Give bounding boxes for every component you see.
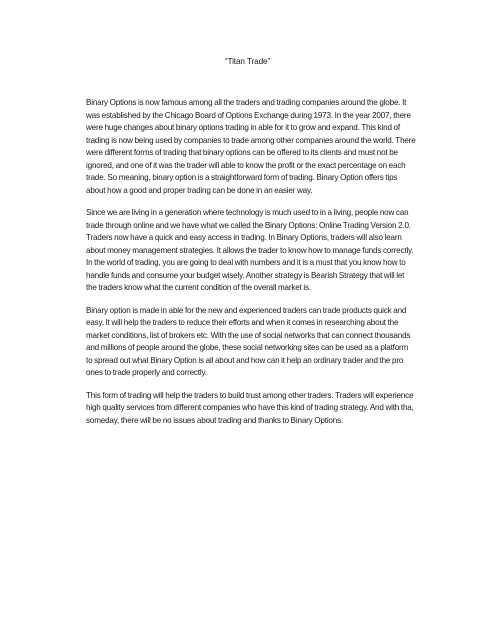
paragraph: Binary option is made in able for the new and experienced traders can trade products quick and easy. It will help the traders to reduce their efforts and when it comes in researching about the market conditions, list of brokers etc. With the use of social networks that can connect thousands and millions of people around the globe, these social networking sites can be used as a platform to spread out what Binary Option is all about and how can it help an ordinary trader and the pro ones to trade properly and correctly.	[86, 305, 411, 377]
document-body	[86, 97, 416, 437]
paragraph: This form of trading will help the traders to build trust among other traders. Traders will experience high quality services from different companies who have this kind of trading strategy. And with tha, someday, there will be no issues about trading and thanks to Binary Options.	[86, 390, 414, 425]
paragraph: Since we are living in a generation where technology is much used to in a living, people now can trade through online and we have what we called the Binary Options: Online Trading Version 2.0. Traders now have a quick and easy access in trading. In Binary Options, traders will also learn about money management strategies. It allows the trader to know how to manage funds correctly. In the world of trading, you are going to deal with numbers and it is a must that you know how to handle funds and consume your budget wisely. Another strategy is Bearish Strategy that will let the traders know what the current condition of the overall market is.	[86, 208, 414, 292]
document-title: “Titan Trade”	[224, 57, 271, 66]
paragraph: Binary Options is now famous among all the traders and trading companies around the globe. It was established by the Chicago Board of Options Exchange during 1973. In the year 2007, there were huge changes about binary options trading in able for it to grow and expand. This kind of trading is now being used by companies to trade among other companies around the world. There were different forms of trading that binary options can be offered to its clients and must not be ignored, and one of it was the trader will able to know the profit or the exact percentage on each trade. So meaning, binary option is a straightforward form of trading. Binary Option offers tips about how a good and proper trading can be done in an easier way.	[86, 98, 416, 195]
